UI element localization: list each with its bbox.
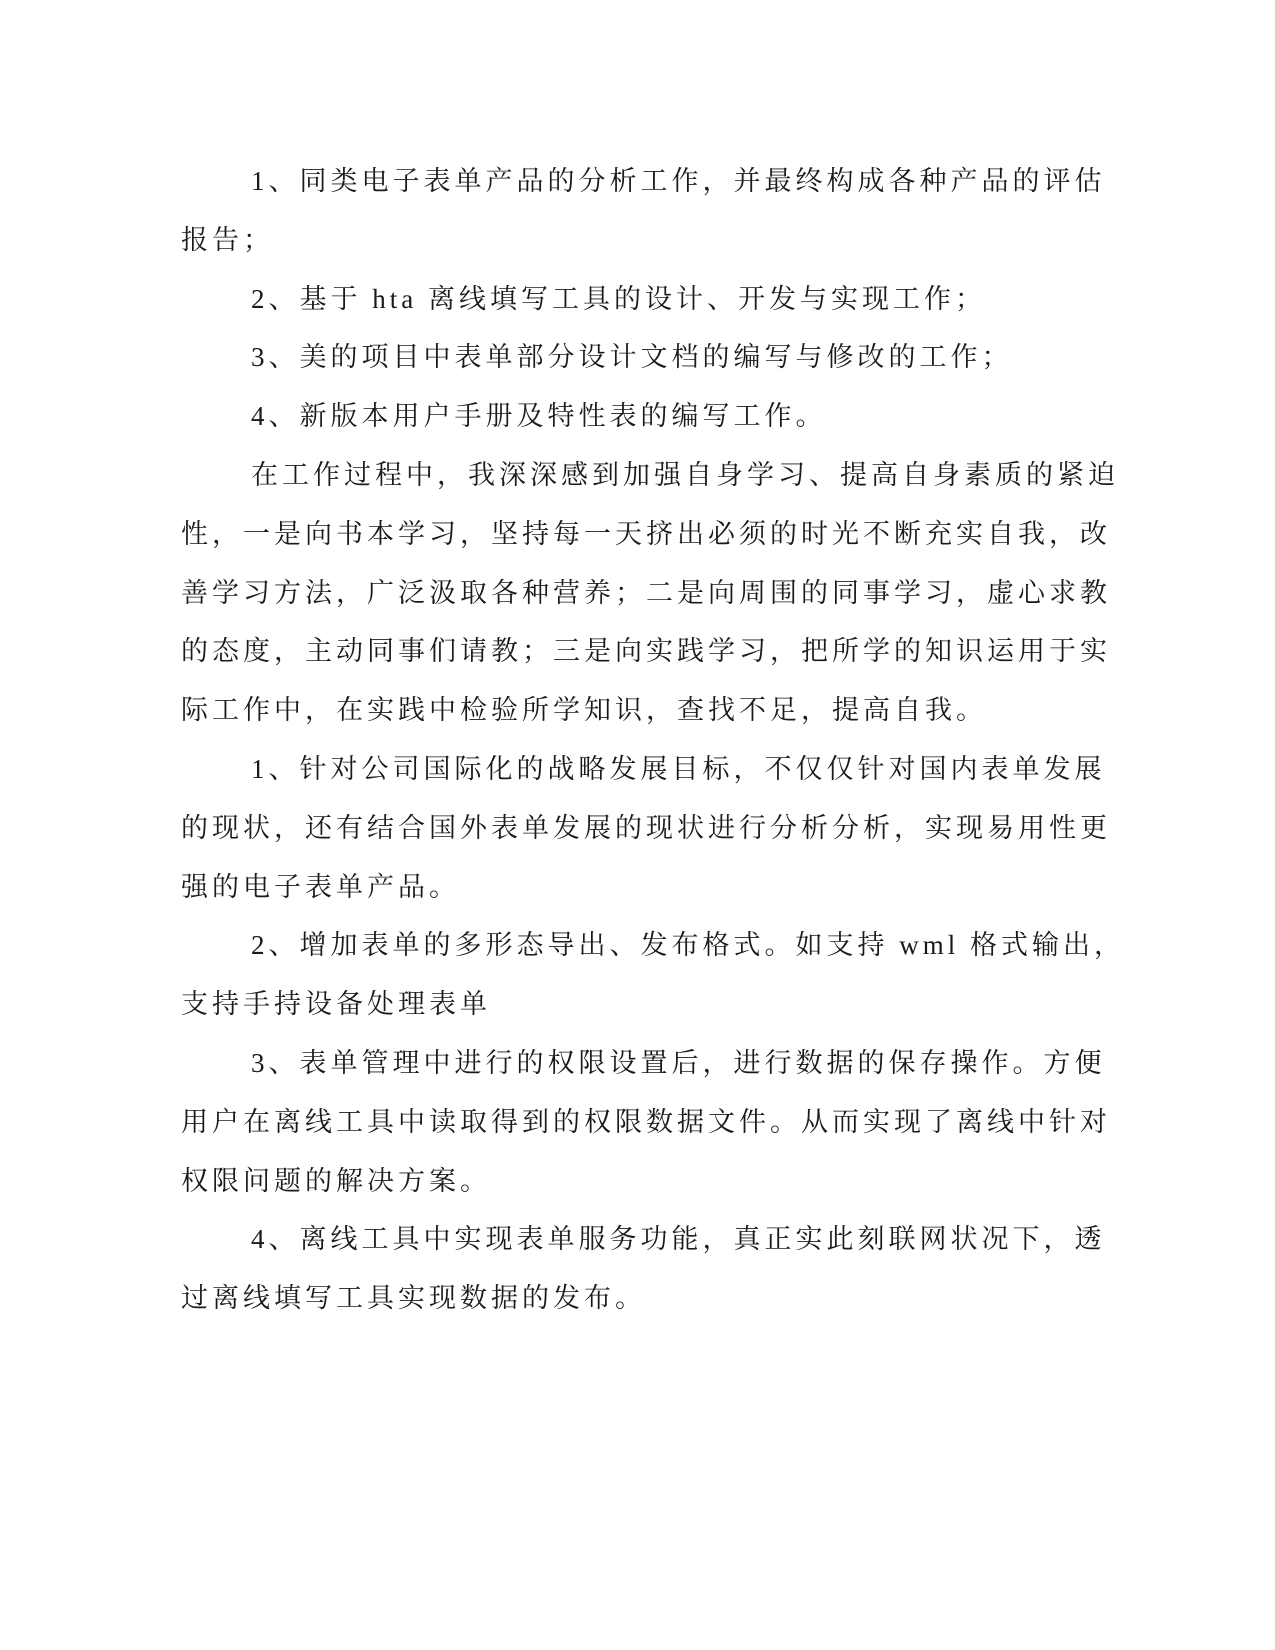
paragraph — [181, 1034, 1111, 1210]
text-line: 4、离线工具中实现表单服务功能，真正实此刻联网状况下，透 — [251, 1224, 1106, 1255]
text-line: 4、新版本用户手册及特性表的编写工作。 — [251, 401, 827, 432]
text-line: 支持手持设备处理表单 — [181, 989, 491, 1020]
text-line: 善学习方法，广泛汲取各种营养；二是向周围的同事学习，虚心求教 — [181, 577, 1111, 608]
text-line: 1、同类电子表单产品的分析工作，并最终构成各种产品的评估 — [251, 166, 1106, 196]
paragraph — [181, 387, 1011, 446]
text-line: 际工作中，在实践中检验所学知识，查找不足，提高自我。 — [181, 695, 987, 726]
text-line: 强的电子表单产品。 — [181, 871, 460, 902]
paragraph — [181, 446, 1119, 740]
text-line: 的现状，还有结合国外表单发展的现状进行分析分析，实现易用性更 — [181, 812, 1111, 843]
text-line: 权限问题的解决方案。 — [181, 1165, 491, 1196]
text-line: 的态度，主动同事们请教；三是向实践学习，把所学的知识运用于实 — [181, 636, 1111, 667]
paragraph — [181, 152, 1106, 270]
paragraph — [181, 328, 1011, 387]
paragraph — [181, 740, 1111, 916]
text-line: 3、美的项目中表单部分设计文档的编写与修改的工作； — [251, 342, 1013, 373]
text-line: 报告； — [181, 224, 274, 255]
paragraph — [181, 270, 1011, 329]
text-line: 2、增加表单的多形态导出、发布格式。如支持 wml 格式输出， — [251, 930, 1126, 961]
text-line: 2、基于 hta 离线填写工具的设计、开发与实现工作； — [251, 283, 986, 314]
text-line: 在工作过程中，我深深感到加强自身学习、提高自身素质的紧迫 — [251, 459, 1119, 490]
document-body — [181, 152, 1126, 1328]
paragraph — [181, 916, 1126, 1034]
text-line: 性，一是向书本学习，坚持每一天挤出必须的时光不断充实自我，改 — [181, 518, 1111, 549]
text-line: 3、表单管理中进行的权限设置后，进行数据的保存操作。方便 — [251, 1047, 1106, 1078]
text-line: 1、针对公司国际化的战略发展目标，不仅仅针对国内表单发展 — [251, 753, 1106, 784]
text-line: 过离线填写工具实现数据的发布。 — [181, 1283, 646, 1314]
paragraph — [181, 1210, 1106, 1328]
text-line: 用户在离线工具中读取得到的权限数据文件。从而实现了离线中针对 — [181, 1106, 1111, 1137]
